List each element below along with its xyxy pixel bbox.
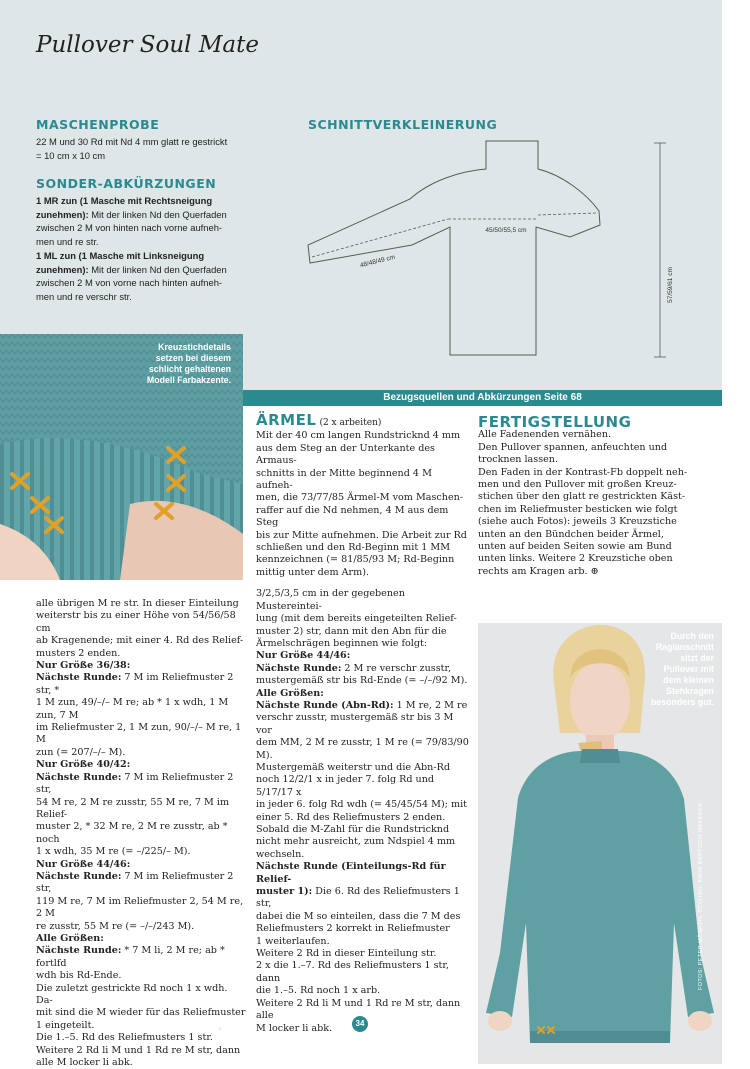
- text-line: aus dem Steg an der Unterkante des Armaus-: [256, 442, 435, 467]
- text-line: 1 x wdh, 35 M re (= –/225/– M).: [36, 846, 191, 858]
- page-marker: ∟: [218, 1026, 224, 1032]
- text-line: Ärmelschrägen beginnen wie folgt:: [256, 637, 428, 649]
- text-line: lung (mit dem bereits eingeteilten Relief-: [256, 613, 457, 625]
- text-line: Die zuletzt gestrickte Rd noch 1 x wdh. Da-: [36, 982, 228, 1006]
- mr-term: 1 MR zun (1 Masche mit Rechtsneigung: [36, 195, 213, 206]
- text-line: musters 2 enden.: [36, 647, 121, 659]
- text-line: Weitere 2 Rd in dieser Einteilung str.: [256, 948, 437, 960]
- text-line: Mustergemäß weiterstr und die Abn-Rd: [256, 761, 450, 773]
- text-line: Den Faden in der Kontrast-Fb doppelt neh-: [478, 466, 688, 478]
- text-line: Nächste Runde (Einteilungs-Rd für Relief-: [256, 861, 446, 885]
- text-line: 1 eingeteilt.: [36, 1019, 95, 1031]
- text-line: Nur Größe 44/46:: [36, 858, 131, 870]
- text-line: Alle Fadenenden vernähen.: [478, 429, 612, 441]
- text-line: nicht mehr ausreicht, zum Ndspiel 4 mm: [256, 836, 456, 848]
- sleeve-label: 48/48/49 cm: [359, 253, 396, 270]
- text-line: alle M locker li abk.: [36, 1057, 133, 1069]
- ml-term: 1 ML zun (1 Masche mit Linksneigung: [36, 249, 205, 261]
- text-line: muster 2, * 32 M re, 2 M re zusstr, ab * noch: [36, 821, 228, 845]
- text-line: Nur Größe 44/46:: [256, 650, 351, 662]
- text-line: stichen über den glatt re gestrickten Käst-: [478, 491, 686, 503]
- text-line: schließen und den Rd-Beginn mit 1 MM: [256, 542, 451, 554]
- text-line: muster 2) str, dann mit den Abn für die: [256, 625, 447, 637]
- text-line: einer 5. Rd des Reliefmusters 2 enden.: [256, 811, 446, 823]
- width-label: 45/50/55,5 cm: [485, 227, 527, 234]
- text-line: mittig unter dem Arm).: [256, 566, 370, 578]
- text-line: alle übrigen M re str. In dieser Einteilung: [36, 598, 239, 609]
- text-line: unten links. Weitere 2 Kreuzstiche oben: [478, 553, 673, 565]
- schnitt-heading: SCHNITTVERKLEINERUNG: [308, 117, 498, 132]
- page-title: Pullover Soul Mate: [36, 32, 259, 58]
- maschenprobe-heading: MASCHENPROBE: [36, 117, 160, 132]
- text-line: dabei die M so einteilen, dass die 7 M des: [256, 910, 461, 922]
- text-line: 1 weiterlaufen.: [256, 935, 330, 947]
- sonder-heading: SONDER-ABKÜRZUNGEN: [36, 176, 217, 191]
- sonder-section: [36, 176, 276, 304]
- aermel-section: [256, 411, 471, 1035]
- text-line: wdh bis Rd-Ende.: [36, 970, 122, 982]
- text-line: zun (= 207/–/– M).: [36, 746, 126, 758]
- maschenprobe-section: [36, 117, 276, 162]
- text-line: 3/2,5/3,5 cm in der gegebenen Mustereintei-: [256, 588, 405, 612]
- schematic-outline: [308, 141, 600, 355]
- text-line: [256, 579, 471, 588]
- text-line: Die 1.–5. Rd des Reliefmusters 1 str.: [36, 1032, 213, 1044]
- ml-desc-2: zwischen 2 M von vorne nach hinten aufneh-: [36, 277, 223, 289]
- mr-desc-2: zwischen 2 M von hinten nach vorne aufneh-: [36, 222, 223, 234]
- photo-credit: FOTOS: PETER MÖNKEN; STYLING: ANNA BARTOCH-MAPERKA: [698, 802, 704, 990]
- text-line: 119 M re, 7 M im Reliefmuster 2, 54 M re, 2 M: [36, 895, 244, 920]
- sources-banner: Bezugsquellen und Abkürzungen Seite 68: [243, 390, 722, 406]
- text-line: kennzeichnen (= 81/85/93 M; Rd-Beginn: [256, 554, 455, 566]
- text-line: Nächste Runde: 7 M im Reliefmuster 2 str,: [36, 870, 234, 895]
- maschenprobe-line: = 10 cm x 10 cm: [36, 149, 106, 161]
- text-line: mit sind die M wieder für das Reliefmuster: [36, 1007, 246, 1019]
- sleeve-photo-caption: Kreuzstichdetails setzen bei diesem schlicht gehaltenen Modell Farbakzente.: [146, 342, 231, 385]
- schematic-diagram: [300, 135, 720, 375]
- text-line: Nächste Runde (Abn-Rd): 1 M re, 2 M re: [256, 699, 468, 711]
- text-line: Reliefmusters 2 korrekt in Reliefmuster: [256, 923, 450, 935]
- text-line: unten an den Bündchen beider Ärmel,: [478, 528, 664, 540]
- text-line: Sobald die M-Zahl für die Rundstricknd: [256, 824, 450, 835]
- fertig-section: [478, 413, 708, 578]
- text-line: 2 x die 1.–7. Rd des Reliefmusters 1 str, dann: [256, 960, 449, 984]
- page-number: 34: [352, 1016, 368, 1032]
- text-line: Nächste Runde: 2 M re verschr zusstr,: [256, 662, 452, 674]
- text-line: weiterstr bis zu einer Höhe von 54/56/58 cm: [36, 610, 236, 634]
- text-line: verschr zusstr, mustergemäß str bis 3 M vor: [256, 712, 454, 736]
- mr-desc-3: men und re str.: [36, 236, 99, 248]
- text-line: ab Kragenende; mit einer 4. Rd des Relief-: [36, 635, 244, 647]
- maschenprobe-text: [36, 135, 276, 162]
- aermel-text: [256, 430, 471, 1035]
- text-line: rechts am Kragen arb. ⊕: [478, 565, 599, 577]
- text-line: unten auf beiden Seiten sowie am Bund: [478, 541, 672, 553]
- text-line: re zusstr, 55 M re (= –/–/243 M).: [36, 920, 195, 932]
- text-line: Alle Größen:: [256, 687, 324, 699]
- aermel-subheading: (2 x arbeiten): [319, 418, 382, 428]
- text-line: dem MM, 2 M re zusstr, 1 M re (= 79/83/90 M).: [256, 737, 469, 761]
- text-line: 1 M zun, 49/–/– M re; ab * 1 x wdh, 1 M zun, 7 M: [36, 697, 229, 721]
- text-line: schnitts in der Mitte beginnend 4 M aufneh-: [256, 467, 432, 492]
- text-line: Alle Größen:: [36, 932, 104, 944]
- text-line: noch 12/2/1 x in jeder 7. folg Rd und 5/17/17 x: [256, 774, 435, 798]
- text-line: Nächste Runde: 7 M im Reliefmuster 2 str,: [36, 771, 234, 796]
- model-photo: [478, 623, 722, 1064]
- ml-term-2: zunehmen):: [36, 263, 89, 275]
- sonder-text: [36, 194, 276, 304]
- aermel-heading: ÄRMEL: [256, 411, 317, 429]
- ml-desc: Mit der linken Nd den Querfaden: [88, 263, 227, 275]
- text-line: mustergemäß str bis Rd-Ende (= –/–/92 M).: [256, 675, 468, 687]
- mr-desc: Mit der linken Nd den Querfaden: [88, 208, 227, 220]
- text-line: im Reliefmuster 2, 1 M zun, 90/–/– M re, 1 M: [36, 722, 242, 746]
- text-line: wechseln.: [256, 848, 305, 860]
- instructions-column-1: [36, 598, 246, 1069]
- text-line: (siehe auch Fotos): jeweils 3 Kreuzstiche: [478, 516, 677, 528]
- text-line: Nächste Runde: * 7 M li, 2 M re; ab * fortlfd: [36, 945, 225, 969]
- text-line: Nächste Runde: 7 M im Reliefmuster 2 str, *: [36, 672, 234, 696]
- text-line: raffer auf die Nd nehmen, 4 M aus dem Steg: [256, 504, 449, 529]
- text-line: 54 M re, 2 M re zusstr, 55 M re, 7 M im Relief-: [36, 796, 230, 820]
- text-line: Nur Größe 36/38:: [36, 660, 131, 672]
- text-line: trocknen lassen.: [478, 454, 559, 466]
- text-line: bis zur Mitte aufnehmen. Die Arbeit zur Rd: [256, 529, 467, 541]
- text-line: chen im Reliefmuster besticken wie folgt: [478, 503, 678, 515]
- mr-term-2: zunehmen):: [36, 208, 89, 220]
- text-line: Mit der 40 cm langen Rundstricknd 4 mm: [256, 430, 461, 442]
- end-mark-icon: ⊕: [590, 565, 599, 577]
- text-line: men und den Pullover mit großen Kreuz-: [478, 479, 677, 491]
- text-line: die 1.–5. Rd noch 1 x arb.: [256, 985, 381, 997]
- text-line: muster 1): Die 6. Rd des Reliefmusters 1 str,: [256, 886, 460, 910]
- text-line: in jeder 6. folg Rd wdh (= 45/45/54 M); mit: [256, 799, 468, 811]
- text-line: Nur Größe 40/42:: [36, 759, 131, 771]
- maschenprobe-line: 22 M und 30 Rd mit Nd 4 mm glatt re gestrickt: [36, 136, 228, 147]
- text-line: Den Pullover spannen, anfeuchten und: [478, 441, 668, 453]
- fertig-heading: FERTIGSTELLUNG: [478, 413, 632, 431]
- ml-desc-3: men und re verschr str.: [36, 290, 132, 302]
- text-line: M locker li abk.: [256, 1022, 333, 1034]
- model-photo-caption: Durch den Raglanschnitt sitzt der Pullover mit dem kleinen Stehkragen besonders gut.: [650, 631, 714, 707]
- height-label: 57/59/61 cm: [667, 267, 674, 303]
- text-line: men, die 73/77/85 Ärmel-M vom Maschen-: [256, 492, 464, 504]
- text-line: Weitere 2 Rd li M und 1 Rd re M str, dann: [36, 1044, 241, 1056]
- text-line: Weitere 2 Rd li M und 1 Rd re M str, dann alle: [256, 997, 461, 1022]
- sleeve-detail-photo: [0, 334, 243, 580]
- fertig-text: [478, 429, 708, 578]
